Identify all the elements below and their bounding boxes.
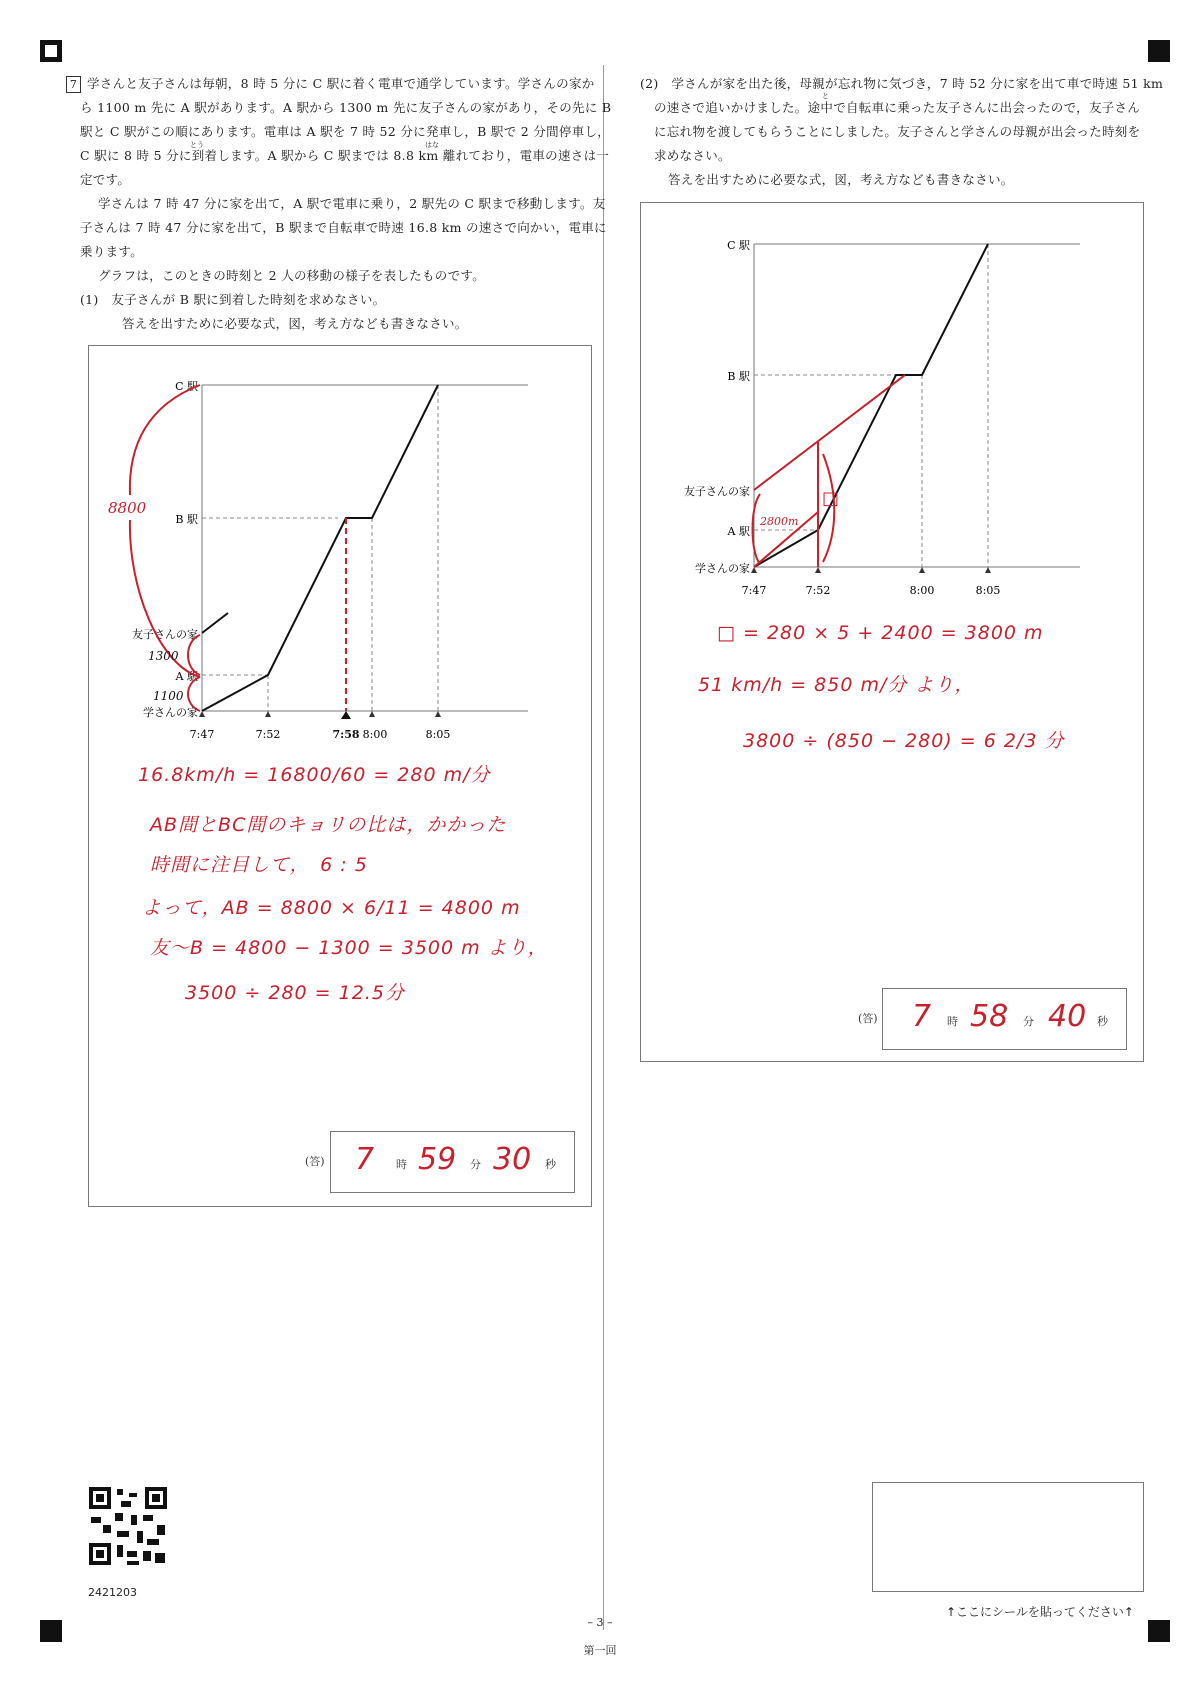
q2-question-line-4: 求めなさい。 <box>654 148 731 163</box>
q1-instruction: 答えを出すために必要な式，図，考え方なども書きなさい。 <box>122 316 468 331</box>
q1-answer-label: (答) <box>305 1155 325 1168</box>
q2-question-line-2: の速さで追いかけました。途中で自転車に乗った友子さんに出会ったので，友子さん <box>654 100 1141 115</box>
q1-y-label-tomoko: 友子さんの家 <box>132 628 198 641</box>
q1-work-line-1: 16.8km/h = 16800/60 = 280 m/分 <box>138 764 491 786</box>
q2-y-label-b: B 駅 <box>727 370 750 383</box>
q2-x-label-752: 7:52 <box>805 584 831 597</box>
page-number: – 3 – <box>587 1616 613 1629</box>
q2-y-label-a: A 駅 <box>727 525 750 538</box>
q2-answer-label: (答) <box>858 1012 878 1025</box>
q1-y-label-c: C 駅 <box>175 380 198 393</box>
q1-answer-minute-unit: 分 <box>470 1158 481 1171</box>
q1-answer-hour: 7 <box>355 1142 375 1177</box>
q1-work-line-4: よって，AB = 8800 × 6/11 = 4800 m <box>142 897 521 919</box>
q2-ruby-to: と <box>822 92 829 100</box>
q2-answer-hour-unit: 時 <box>947 1015 958 1028</box>
q1-number: (1) <box>80 292 99 307</box>
q1-graph <box>88 345 590 765</box>
q2-question-line-1: 学さんが家を出た後，母親が忘れ物に気づき，7 時 52 分に家を出て車で時速 51 km <box>671 76 1164 91</box>
q1-x-label-805: 8:05 <box>425 728 451 741</box>
q2-statement <box>640 72 1164 192</box>
q1-work-line-3: 時間に注目して， 6 : 5 <box>150 854 368 876</box>
q1-y-label-manabu: 学さんの家 <box>143 706 198 719</box>
q2-answer-minute: 58 <box>970 999 1009 1034</box>
q1-answer-minute: 59 <box>418 1142 457 1177</box>
q1-annot-8800: 8800 <box>108 499 147 517</box>
qr-code <box>87 1485 169 1567</box>
q2-annot-2800: 2800m <box>760 515 799 528</box>
column-divider <box>603 65 604 1630</box>
problem-statement <box>66 72 612 336</box>
intro-line-2: ら 1100 m 先に A 駅があります。A 駅から 1300 m 先に友子さんの家があり，その先に B <box>80 100 612 115</box>
q2-work-line-3: 3800 ÷ (850 − 280) = 6 2/3 分 <box>743 730 1065 752</box>
q2-x-label-747: 7:47 <box>741 584 767 597</box>
intro-line-9: グラフは，このときの時刻と 2 人の移動の様子を表したものです。 <box>98 268 486 283</box>
q1-annot-1100: 1100 <box>153 689 184 703</box>
document-code: 2421203 <box>88 1586 137 1599</box>
intro-line-1: 学さんと友子さんは毎朝，8 時 5 分に C 駅に着く電車で通学しています。学さんの家か <box>87 76 595 91</box>
q2-answer-second-unit: 秒 <box>1097 1015 1108 1028</box>
seal-instruction: ↑ここにシールを貼ってください↑ <box>946 1605 1134 1619</box>
q1-work-line-6: 3500 ÷ 280 = 12.5分 <box>185 982 405 1004</box>
q2-x-label-805: 8:05 <box>975 584 1001 597</box>
q2-number: (2) <box>640 76 659 91</box>
q1-x-label-747: 7:47 <box>189 728 215 741</box>
q1-annot-time: 7:58 <box>332 728 360 741</box>
intro-line-5: 定です。 <box>80 172 131 187</box>
intro-line-4: C 駅に 8 時 5 分に到着します。A 駅から C 駅までは 8.8 km 離れており，電車の速さは一 <box>80 148 610 163</box>
q1-question: 友子さんが B 駅に到着した時刻を求めなさい。 <box>111 292 386 307</box>
seal-area-box <box>872 1482 1144 1592</box>
q1-annot-1300: 1300 <box>148 649 179 663</box>
q2-y-label-tomoko: 友子さんの家 <box>684 485 750 498</box>
q2-y-label-c: C 駅 <box>727 239 750 252</box>
q2-instruction: 答えを出すために必要な式，図，考え方なども書きなさい。 <box>668 172 1014 187</box>
q1-question-line <box>66 288 591 312</box>
problem-number: 7 <box>66 76 81 93</box>
q2-x-label-800: 8:00 <box>909 584 935 597</box>
q1-x-label-800: 8:00 <box>362 728 388 741</box>
q2-question-line-3: に忘れ物を渡してもらうことにしました。友子さんと学さんの母親が出会った時刻を <box>654 124 1141 139</box>
q2-answer-second: 40 <box>1048 999 1087 1034</box>
q2-annot-box: □ <box>822 488 840 509</box>
intro-line-6: 学さんは 7 時 47 分に家を出て，A 駅で電車に乗り，2 駅先の C 駅まで移動します。友 <box>98 196 606 211</box>
q1-y-label-b: B 駅 <box>175 513 198 526</box>
ruby-tou: とう <box>190 141 204 149</box>
q1-x-label-752: 7:52 <box>255 728 281 741</box>
intro-line-7: 子さんは 7 時 47 分に家を出て，B 駅まで自転車で時速 16.8 km の速さで向かい，電車に <box>80 220 607 235</box>
q1-answer-second-unit: 秒 <box>545 1158 556 1171</box>
q2-y-label-manabu: 学さんの家 <box>695 562 750 575</box>
q1-y-label-a: A 駅 <box>175 670 198 683</box>
q1-work-line-2: AB間とBC間のキョリの比は，かかった <box>150 814 507 836</box>
q2-answer-hour: 7 <box>912 999 932 1034</box>
q1-work-line-5: 友～B = 4800 − 1300 = 3500 m より， <box>150 937 548 959</box>
registration-mark-top-right <box>1148 40 1170 62</box>
ruby-hana: はな <box>425 141 439 149</box>
intro-line-8: 乗ります。 <box>80 244 144 259</box>
q1-answer-hour-unit: 時 <box>396 1158 407 1171</box>
q2-graph <box>640 202 1142 622</box>
intro-line-3: 駅と C 駅がこの順にあります。電車は A 駅を 7 時 52 分に発車し，B 駅で 2 分間停車し， <box>80 124 611 139</box>
q2-work-line-1: □ = 280 × 5 + 2400 = 3800 m <box>717 622 1044 644</box>
q2-answer-minute-unit: 分 <box>1023 1015 1034 1028</box>
registration-mark-top-left <box>40 40 62 62</box>
q1-answer-second: 30 <box>493 1142 532 1177</box>
exam-round: 第一回 <box>583 1644 617 1657</box>
q2-work-line-2: 51 km/h = 850 m/分 より， <box>698 674 975 696</box>
